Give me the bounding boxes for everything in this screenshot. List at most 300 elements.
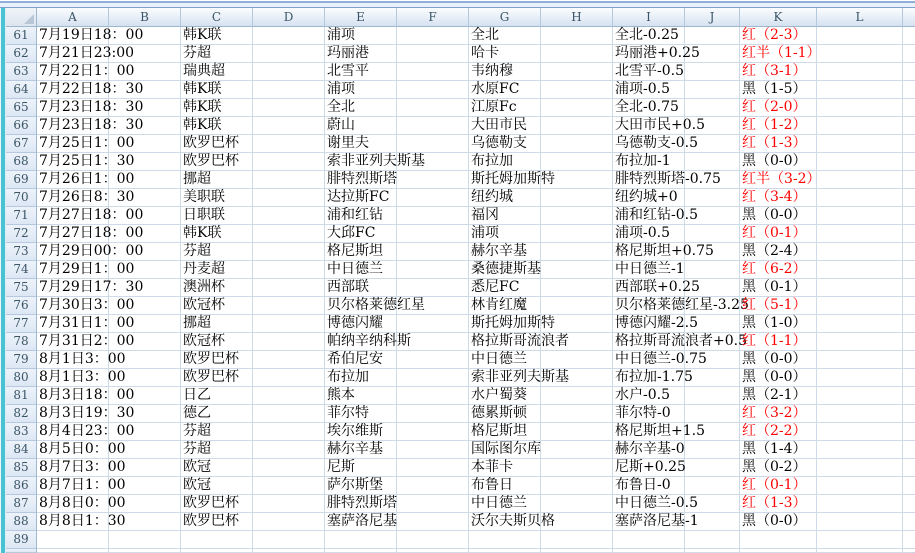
cell-C83[interactable] <box>181 423 253 441</box>
row-header-81[interactable] <box>6 387 37 405</box>
row-header-80[interactable] <box>6 369 37 387</box>
cell-K69[interactable] <box>740 171 821 189</box>
cell-G69[interactable] <box>469 171 555 189</box>
cell-L68[interactable] <box>817 153 903 171</box>
cell-I74[interactable] <box>613 261 685 279</box>
row-header-86[interactable] <box>6 477 37 495</box>
cell-K76[interactable] <box>740 297 817 315</box>
cell-A65[interactable] <box>37 99 144 117</box>
cell-A84[interactable] <box>37 441 126 459</box>
cell-C61[interactable] <box>181 27 253 45</box>
cell-I87[interactable] <box>613 495 698 513</box>
cell-partial[interactable] <box>397 549 469 553</box>
cell-I77[interactable] <box>613 315 698 333</box>
cell-F83[interactable] <box>397 423 469 441</box>
cell-A86[interactable] <box>37 477 126 495</box>
cell-H81[interactable] <box>541 387 613 405</box>
cell-H64[interactable] <box>541 81 613 99</box>
cell-F77[interactable] <box>397 315 469 333</box>
cell-partial[interactable] <box>469 549 541 553</box>
cell-F81[interactable] <box>397 387 469 405</box>
cell-I68[interactable] <box>613 153 685 171</box>
cell-H79[interactable] <box>541 351 613 369</box>
cell-H70[interactable] <box>541 189 613 207</box>
row-header-67[interactable] <box>6 135 37 153</box>
cell-I84[interactable] <box>613 441 685 459</box>
cell-G81[interactable] <box>469 387 541 405</box>
row-header-79[interactable] <box>6 351 37 369</box>
cell-partial[interactable] <box>903 297 915 315</box>
cell-F87[interactable] <box>397 495 469 513</box>
cell-D69[interactable] <box>253 171 325 189</box>
cell-H72[interactable] <box>541 225 613 243</box>
cell-A63[interactable] <box>37 63 135 81</box>
cell-I89[interactable] <box>613 531 685 549</box>
cell-L63[interactable] <box>817 63 903 81</box>
cell-E86[interactable] <box>325 477 397 495</box>
cell-J74[interactable] <box>685 261 740 279</box>
cell-F62[interactable] <box>397 45 469 63</box>
column-header-partial[interactable] <box>903 8 915 27</box>
cell-C72[interactable] <box>181 225 253 243</box>
cell-C82[interactable] <box>181 405 253 423</box>
cell-partial[interactable] <box>903 405 915 423</box>
cell-E87[interactable] <box>325 495 397 513</box>
cell-I66[interactable] <box>613 117 705 135</box>
row-header-62[interactable] <box>6 45 37 63</box>
cell-D63[interactable] <box>253 63 325 81</box>
cell-G73[interactable] <box>469 243 541 261</box>
cell-A74[interactable] <box>37 261 135 279</box>
cell-D79[interactable] <box>253 351 325 369</box>
cell-G66[interactable] <box>469 117 541 135</box>
cell-D66[interactable] <box>253 117 325 135</box>
cell-H67[interactable] <box>541 135 613 153</box>
row-header-68[interactable] <box>6 153 37 171</box>
cell-partial[interactable] <box>903 207 915 225</box>
row-header-63[interactable] <box>6 63 37 81</box>
cell-H76[interactable] <box>541 297 613 315</box>
row-header-84[interactable] <box>6 441 37 459</box>
cell-partial[interactable] <box>903 117 915 135</box>
cell-I64[interactable] <box>613 81 685 99</box>
cell-F74[interactable] <box>397 261 469 279</box>
row-header-75[interactable] <box>6 279 37 297</box>
cell-G71[interactable] <box>469 207 541 225</box>
cell-C81[interactable] <box>181 387 253 405</box>
cell-F65[interactable] <box>397 99 469 117</box>
row-header-73[interactable] <box>6 243 37 261</box>
cell-L72[interactable] <box>817 225 903 243</box>
cell-D78[interactable] <box>253 333 325 351</box>
cell-G64[interactable] <box>469 81 541 99</box>
cell-A73[interactable] <box>37 243 144 261</box>
cell-G79[interactable] <box>469 351 541 369</box>
row-header-61[interactable] <box>6 27 37 45</box>
cell-D76[interactable] <box>253 297 325 315</box>
cell-L71[interactable] <box>817 207 903 225</box>
cell-H82[interactable] <box>541 405 613 423</box>
cell-I82[interactable] <box>613 405 685 423</box>
cell-C89[interactable] <box>181 531 253 549</box>
cell-F69[interactable] <box>397 171 469 189</box>
cell-partial[interactable] <box>903 189 915 207</box>
cell-E74[interactable] <box>325 261 397 279</box>
cell-I71[interactable] <box>613 207 698 225</box>
cell-K61[interactable] <box>740 27 817 45</box>
cell-G74[interactable] <box>469 261 541 279</box>
cell-D81[interactable] <box>253 387 325 405</box>
cell-C62[interactable] <box>181 45 253 63</box>
cell-A79[interactable] <box>37 351 126 369</box>
cell-G78[interactable] <box>469 333 569 351</box>
cell-G70[interactable] <box>469 189 541 207</box>
cell-H66[interactable] <box>541 117 613 135</box>
cell-E68[interactable] <box>325 153 425 171</box>
cell-H86[interactable] <box>541 477 613 495</box>
cell-L74[interactable] <box>817 261 903 279</box>
cell-D71[interactable] <box>253 207 325 225</box>
cell-E80[interactable] <box>325 369 397 387</box>
cell-I63[interactable] <box>613 63 685 81</box>
cell-H89[interactable] <box>541 531 613 549</box>
cell-D75[interactable] <box>253 279 325 297</box>
cell-A61[interactable] <box>37 27 144 45</box>
cell-E83[interactable] <box>325 423 397 441</box>
cell-C77[interactable] <box>181 315 253 333</box>
cell-A81[interactable] <box>37 387 135 405</box>
cell-L88[interactable] <box>817 513 903 531</box>
row-header-64[interactable] <box>6 81 37 99</box>
cell-partial[interactable] <box>541 549 613 553</box>
row-header-83[interactable] <box>6 423 37 441</box>
cell-C87[interactable] <box>181 495 253 513</box>
cell-E71[interactable] <box>325 207 397 225</box>
cell-L85[interactable] <box>817 459 903 477</box>
cell-D88[interactable] <box>253 513 325 531</box>
row-header-82[interactable] <box>6 405 37 423</box>
cell-D80[interactable] <box>253 369 325 387</box>
cell-K78[interactable] <box>740 333 817 351</box>
cell-G87[interactable] <box>469 495 541 513</box>
column-header-L[interactable] <box>817 8 903 27</box>
cell-I61[interactable] <box>613 27 685 45</box>
cell-A67[interactable] <box>37 135 135 153</box>
cell-L84[interactable] <box>817 441 903 459</box>
cell-I86[interactable] <box>613 477 685 495</box>
cell-D82[interactable] <box>253 405 325 423</box>
cell-A76[interactable] <box>37 297 135 315</box>
select-all-corner[interactable] <box>6 8 37 27</box>
cell-K85[interactable] <box>740 459 817 477</box>
cell-F67[interactable] <box>397 135 469 153</box>
cell-partial[interactable] <box>613 549 685 553</box>
cell-I62[interactable] <box>613 45 700 63</box>
cell-L65[interactable] <box>817 99 903 117</box>
cell-I73[interactable] <box>613 243 714 261</box>
column-header-B[interactable] <box>109 8 181 27</box>
cell-partial[interactable] <box>903 99 915 117</box>
cell-L86[interactable] <box>817 477 903 495</box>
cell-F73[interactable] <box>397 243 469 261</box>
cell-G89[interactable] <box>469 531 541 549</box>
cell-K75[interactable] <box>740 279 817 297</box>
cell-partial[interactable] <box>903 369 915 387</box>
cell-F79[interactable] <box>397 351 469 369</box>
cell-K64[interactable] <box>740 81 817 99</box>
cell-D68[interactable] <box>253 153 325 171</box>
cell-partial[interactable] <box>740 549 817 553</box>
cell-F71[interactable] <box>397 207 469 225</box>
cell-C71[interactable] <box>181 207 253 225</box>
cell-I83[interactable] <box>613 423 705 441</box>
cell-G68[interactable] <box>469 153 541 171</box>
cell-partial[interactable] <box>903 477 915 495</box>
cell-H75[interactable] <box>541 279 613 297</box>
cell-F80[interactable] <box>397 369 469 387</box>
cell-C79[interactable] <box>181 351 253 369</box>
cell-partial[interactable] <box>817 549 903 553</box>
cell-I72[interactable] <box>613 225 685 243</box>
cell-partial[interactable] <box>903 225 915 243</box>
cell-K62[interactable] <box>740 45 821 63</box>
cell-A72[interactable] <box>37 225 144 243</box>
cell-A89[interactable] <box>37 531 109 549</box>
cell-E89[interactable] <box>325 531 397 549</box>
column-header-D[interactable] <box>253 8 325 27</box>
cell-K87[interactable] <box>740 495 817 513</box>
cell-J80[interactable] <box>685 369 740 387</box>
cell-partial[interactable] <box>903 387 915 405</box>
cell-G88[interactable] <box>469 513 555 531</box>
cell-E63[interactable] <box>325 63 397 81</box>
cell-A88[interactable] <box>37 513 126 531</box>
cell-A62[interactable] <box>37 45 135 63</box>
cell-J68[interactable] <box>685 153 740 171</box>
cell-C86[interactable] <box>181 477 253 495</box>
cell-partial[interactable] <box>903 171 915 189</box>
cell-C74[interactable] <box>181 261 253 279</box>
cell-D85[interactable] <box>253 459 325 477</box>
cell-E81[interactable] <box>325 387 397 405</box>
cell-K81[interactable] <box>740 387 817 405</box>
row-header-69[interactable] <box>6 171 37 189</box>
cell-G75[interactable] <box>469 279 541 297</box>
cell-K80[interactable] <box>740 369 817 387</box>
cell-G80[interactable] <box>469 369 569 387</box>
cell-partial[interactable] <box>181 549 253 553</box>
cell-K79[interactable] <box>740 351 817 369</box>
cell-A83[interactable] <box>37 423 135 441</box>
cell-G85[interactable] <box>469 459 541 477</box>
cell-partial[interactable] <box>903 243 915 261</box>
cell-I85[interactable] <box>613 459 685 477</box>
row-header-87[interactable] <box>6 495 37 513</box>
cell-L64[interactable] <box>817 81 903 99</box>
row-header-74[interactable] <box>6 261 37 279</box>
cell-L66[interactable] <box>817 117 903 135</box>
cell-A70[interactable] <box>37 189 135 207</box>
cell-F72[interactable] <box>397 225 469 243</box>
cell-G63[interactable] <box>469 63 541 81</box>
cell-J89[interactable] <box>685 531 740 549</box>
row-header-78[interactable] <box>6 333 37 351</box>
cell-partial[interactable] <box>903 333 915 351</box>
cell-partial[interactable] <box>325 549 397 553</box>
cell-L76[interactable] <box>817 297 903 315</box>
cell-E61[interactable] <box>325 27 397 45</box>
cell-partial[interactable] <box>903 63 915 81</box>
cell-H87[interactable] <box>541 495 613 513</box>
cell-K84[interactable] <box>740 441 817 459</box>
cell-A77[interactable] <box>37 315 135 333</box>
cell-A75[interactable] <box>37 279 144 297</box>
cell-F75[interactable] <box>397 279 469 297</box>
cell-I88[interactable] <box>613 513 699 531</box>
cell-I70[interactable] <box>613 189 685 207</box>
cell-partial[interactable] <box>903 495 915 513</box>
cell-D64[interactable] <box>253 81 325 99</box>
cell-D86[interactable] <box>253 477 325 495</box>
row-header-70[interactable] <box>6 189 37 207</box>
cell-partial[interactable] <box>253 549 325 553</box>
column-header-J[interactable] <box>685 8 740 27</box>
cell-F84[interactable] <box>397 441 469 459</box>
row-header-88[interactable] <box>6 513 37 531</box>
row-header-65[interactable] <box>6 99 37 117</box>
cell-E67[interactable] <box>325 135 397 153</box>
cell-D77[interactable] <box>253 315 325 333</box>
cell-E79[interactable] <box>325 351 397 369</box>
column-header-G[interactable] <box>469 8 541 27</box>
cell-G86[interactable] <box>469 477 541 495</box>
cell-A69[interactable] <box>37 171 135 189</box>
cell-K88[interactable] <box>740 513 817 531</box>
cell-H73[interactable] <box>541 243 613 261</box>
cell-L67[interactable] <box>817 135 903 153</box>
cell-partial[interactable] <box>903 27 915 45</box>
cell-C75[interactable] <box>181 279 253 297</box>
cell-L70[interactable] <box>817 189 903 207</box>
cell-H68[interactable] <box>541 153 613 171</box>
row-header-66[interactable] <box>6 117 37 135</box>
cell-I76[interactable] <box>613 297 749 315</box>
cell-F88[interactable] <box>397 513 469 531</box>
cell-G84[interactable] <box>469 441 541 459</box>
row-header-77[interactable] <box>6 315 37 333</box>
cell-G67[interactable] <box>469 135 541 153</box>
cell-F86[interactable] <box>397 477 469 495</box>
cell-H62[interactable] <box>541 45 613 63</box>
cell-E73[interactable] <box>325 243 397 261</box>
cell-partial[interactable] <box>903 135 915 153</box>
cell-H61[interactable] <box>541 27 613 45</box>
column-header-K[interactable] <box>740 8 817 27</box>
cell-I80[interactable] <box>613 369 693 387</box>
cell-K66[interactable] <box>740 117 817 135</box>
cell-A64[interactable] <box>37 81 144 99</box>
cell-I81[interactable] <box>613 387 685 405</box>
cell-A87[interactable] <box>37 495 126 513</box>
cell-E75[interactable] <box>325 279 397 297</box>
column-header-F[interactable] <box>397 8 469 27</box>
cell-partial[interactable] <box>37 549 109 553</box>
cell-partial[interactable] <box>903 153 915 171</box>
cell-A78[interactable] <box>37 333 135 351</box>
cell-F89[interactable] <box>397 531 469 549</box>
cell-E65[interactable] <box>325 99 397 117</box>
cell-L78[interactable] <box>817 333 903 351</box>
cell-F66[interactable] <box>397 117 469 135</box>
cell-C73[interactable] <box>181 243 253 261</box>
cell-H65[interactable] <box>541 99 613 117</box>
cell-G72[interactable] <box>469 225 541 243</box>
cell-A66[interactable] <box>37 117 144 135</box>
cell-E78[interactable] <box>325 333 411 351</box>
cell-K65[interactable] <box>740 99 817 117</box>
cell-H85[interactable] <box>541 459 613 477</box>
cell-partial[interactable] <box>903 423 915 441</box>
cell-L61[interactable] <box>817 27 903 45</box>
cell-partial[interactable] <box>903 81 915 99</box>
cell-E84[interactable] <box>325 441 397 459</box>
cell-H83[interactable] <box>541 423 613 441</box>
cell-K77[interactable] <box>740 315 817 333</box>
cell-L77[interactable] <box>817 315 903 333</box>
cell-L82[interactable] <box>817 405 903 423</box>
cell-G62[interactable] <box>469 45 541 63</box>
cell-C78[interactable] <box>181 333 253 351</box>
cell-A82[interactable] <box>37 405 135 423</box>
column-header-I[interactable] <box>613 8 685 27</box>
cell-K86[interactable] <box>740 477 817 495</box>
cell-D62[interactable] <box>253 45 325 63</box>
cell-E77[interactable] <box>325 315 397 333</box>
cell-partial[interactable] <box>903 531 915 549</box>
cell-H71[interactable] <box>541 207 613 225</box>
cell-D72[interactable] <box>253 225 325 243</box>
cell-F61[interactable] <box>397 27 469 45</box>
cell-E88[interactable] <box>325 513 397 531</box>
cell-L87[interactable] <box>817 495 903 513</box>
cell-C80[interactable] <box>181 369 253 387</box>
column-header-A[interactable] <box>37 8 109 27</box>
cell-A80[interactable] <box>37 369 126 387</box>
cell-C84[interactable] <box>181 441 253 459</box>
cell-F85[interactable] <box>397 459 469 477</box>
cell-I67[interactable] <box>613 135 698 153</box>
cell-K63[interactable] <box>740 63 817 81</box>
cell-G76[interactable] <box>469 297 541 315</box>
cell-J86[interactable] <box>685 477 740 495</box>
cell-L80[interactable] <box>817 369 903 387</box>
cell-E70[interactable] <box>325 189 397 207</box>
cell-I78[interactable] <box>613 333 747 351</box>
cell-E64[interactable] <box>325 81 397 99</box>
cell-F64[interactable] <box>397 81 469 99</box>
cell-J82[interactable] <box>685 405 740 423</box>
cell-L62[interactable] <box>817 45 903 63</box>
cell-D70[interactable] <box>253 189 325 207</box>
cell-I65[interactable] <box>613 99 685 117</box>
cell-partial[interactable] <box>903 279 915 297</box>
cell-partial[interactable] <box>903 45 915 63</box>
cell-C85[interactable] <box>181 459 253 477</box>
cell-partial[interactable] <box>903 459 915 477</box>
cell-J72[interactable] <box>685 225 740 243</box>
cell-B89[interactable] <box>109 531 181 549</box>
cell-L81[interactable] <box>817 387 903 405</box>
